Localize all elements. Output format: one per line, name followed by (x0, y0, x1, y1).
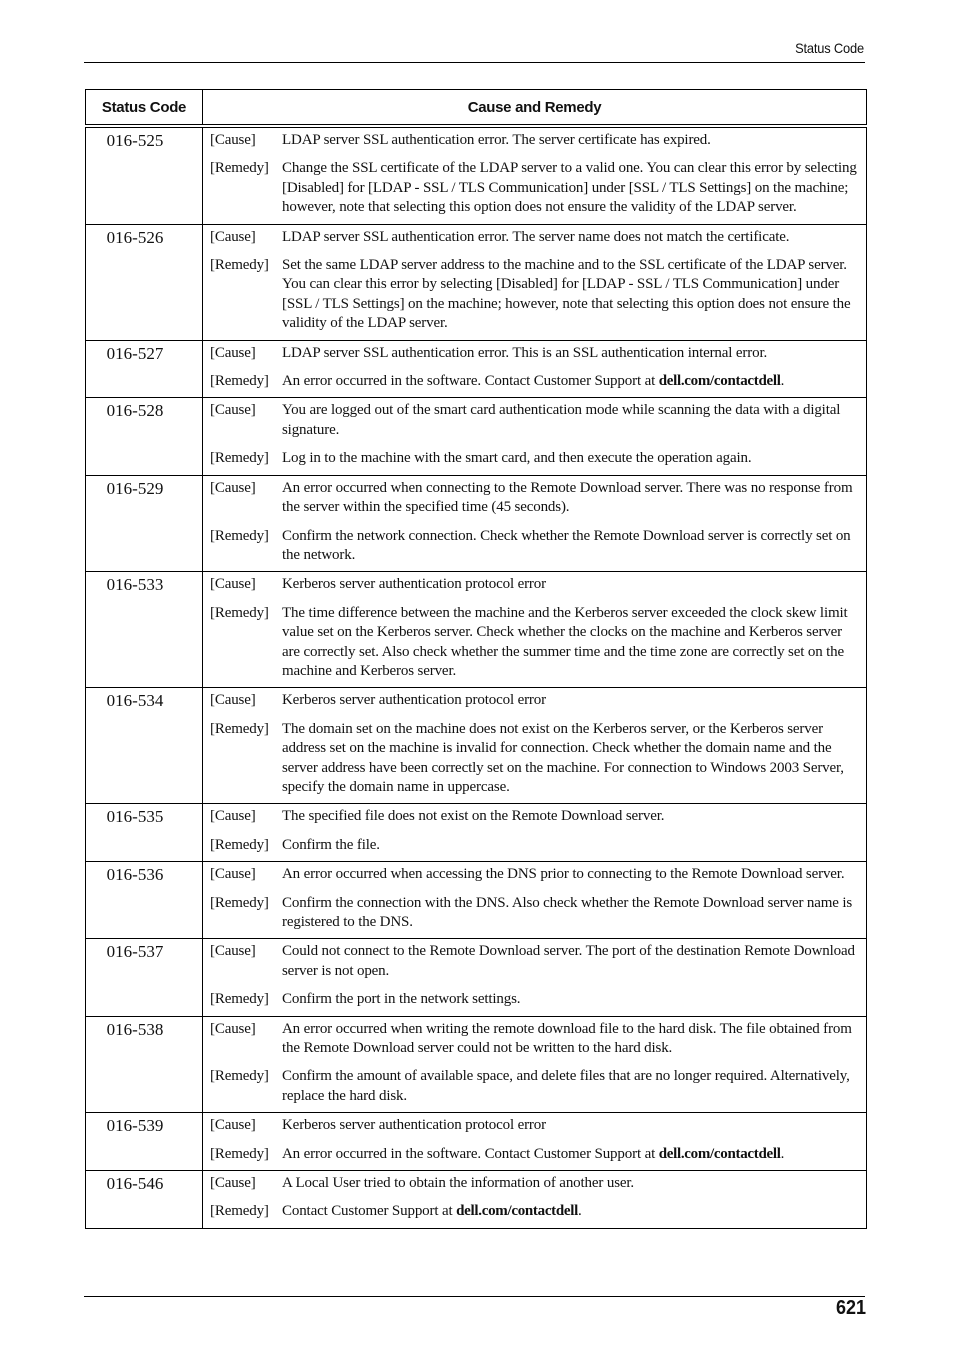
entry-label: [Cause] (210, 344, 256, 361)
cause-remedy-cell (203, 398, 867, 475)
remedy-entry (210, 604, 860, 682)
entry-label: [Remedy] (210, 1203, 269, 1220)
entry-text-container (282, 942, 860, 981)
status-code: 016-534 (86, 688, 203, 804)
cause-remedy-cell (203, 340, 867, 398)
cause-entry (210, 131, 860, 150)
table-row (86, 126, 867, 224)
status-code: 016-536 (86, 862, 203, 939)
entry-text-container (282, 159, 860, 217)
entry-text: Confirm the connection with the DNS. Also check whether the Remote Download server name is registered to the DNS. (282, 894, 853, 930)
cause-remedy-cell (203, 862, 867, 939)
entry-text-container (282, 479, 860, 518)
cause-remedy-cell (203, 126, 867, 224)
cause-entry (210, 807, 860, 826)
entry-label: [Cause] (210, 1175, 256, 1192)
entry-label: [Remedy] (210, 257, 269, 274)
entry-label: [Cause] (210, 402, 256, 419)
table-body (86, 126, 867, 1228)
remedy-entry (210, 1202, 860, 1221)
entry-text-container (282, 1020, 860, 1059)
entry-text-container (282, 131, 860, 150)
entry-text: Log in to the machine with the smart card, and then execute the operation again. (282, 450, 752, 467)
entry-text-container (282, 372, 860, 391)
entry-label: [Cause] (210, 228, 256, 245)
table-row (86, 939, 867, 1016)
table-row (86, 1113, 867, 1171)
entry-label: [Cause] (210, 1020, 256, 1037)
entry-text: Kerberos server authentication protocol error (282, 576, 546, 593)
entry-text: Confirm the port in the network settings. (282, 991, 521, 1008)
entry-text: LDAP server SSL authentication error. The server certificate has expired. (282, 132, 711, 148)
entry-text: The domain set on the machine does not exist on the Kerberos server, or the Kerberos server address set on the machine is invalid for connection. Check whether the domain name and the server address have been correctly set on the machine. For connection to Windows 2003 Server, specify the domain name in uppercase. (282, 720, 844, 795)
cause-remedy-cell (203, 475, 867, 572)
entry-text: Kerberos server authentication protocol error (282, 1117, 546, 1134)
entry-label: [Remedy] (210, 894, 269, 911)
remedy-entry (210, 449, 860, 468)
entry-text-container (282, 449, 860, 468)
entry-text: Confirm the network connection. Check whether the Remote Download server is correctly set on the network. (282, 527, 851, 563)
remedy-entry (210, 720, 860, 798)
entry-text-container (282, 865, 860, 884)
entry-text: Kerberos server authentication protocol error (282, 692, 546, 709)
cause-entry (210, 401, 860, 440)
status-code: 016-528 (86, 398, 203, 475)
entry-text-container (282, 1116, 860, 1135)
table-row (86, 1171, 867, 1229)
entry-text: An error occurred when accessing the DNS prior to connecting to the Remote Download server. (282, 866, 845, 883)
entry-text-container (282, 1145, 860, 1164)
entry-text: Confirm the file. (282, 836, 380, 853)
header-rule (84, 62, 865, 63)
table-row (86, 572, 867, 688)
entry-label: [Cause] (210, 576, 256, 593)
table-row (86, 224, 867, 340)
footer-rule (84, 1296, 865, 1297)
remedy-entry (210, 159, 860, 217)
cause-entry (210, 1174, 860, 1193)
contact-link[interactable]: dell.com/contactdell (456, 1203, 579, 1220)
remedy-entry (210, 1145, 860, 1164)
entry-text-container (282, 720, 860, 798)
entry-text: The time difference between the machine and the Kerberos server exceeded the clock skew limit value set on the Kerberos server. Check whether the clocks on the machine and Kerberos server are correctly set. Also check whether the summer time and the time zone are correctly set on the machine and Kerberos server. (282, 604, 848, 679)
column-header-status-code: Status Code (86, 90, 203, 127)
entry-text-container (282, 228, 860, 247)
status-code: 016-535 (86, 804, 203, 862)
entry-text-container (282, 691, 860, 710)
entry-label: [Remedy] (210, 373, 269, 390)
cause-remedy-cell (203, 1113, 867, 1171)
status-code: 016-537 (86, 939, 203, 1016)
entry-label: [Cause] (210, 1117, 256, 1134)
cause-remedy-cell (203, 1171, 867, 1229)
table-row (86, 1016, 867, 1113)
entry-label: [Remedy] (210, 527, 269, 544)
remedy-entry (210, 836, 860, 855)
entry-label: [Cause] (210, 808, 256, 825)
entry-label: [Remedy] (210, 450, 269, 467)
entry-text-suffix: . (780, 373, 785, 390)
table-row (86, 804, 867, 862)
entry-text-container (282, 344, 860, 363)
table-row (86, 475, 867, 572)
cause-remedy-cell (203, 224, 867, 340)
entry-text-container (282, 1067, 860, 1106)
status-code: 016-525 (86, 126, 203, 224)
cause-entry (210, 691, 860, 710)
entry-text: A Local User tried to obtain the information of another user. (282, 1175, 635, 1192)
status-code: 016-538 (86, 1016, 203, 1113)
cause-entry (210, 1116, 860, 1135)
entry-text-suffix: . (578, 1203, 582, 1220)
status-code-table (85, 89, 867, 1229)
entry-text-container (282, 990, 860, 1009)
entry-text: An error occurred when writing the remote download file to the hard disk. The file obtained from the Remote Download server could not be written to the hard disk. (282, 1020, 852, 1057)
cause-entry (210, 344, 860, 363)
entry-label: [Remedy] (210, 160, 269, 177)
page-number: 621 (835, 1297, 866, 1319)
cause-entry (210, 942, 860, 981)
remedy-entry (210, 894, 860, 933)
status-code: 016-526 (86, 224, 203, 340)
entry-text: LDAP server SSL authentication error. The server name does not match the certificate. (282, 228, 790, 245)
entry-text-container (282, 575, 860, 594)
entry-label: [Remedy] (210, 720, 269, 737)
table-row (86, 688, 867, 804)
table-row (86, 862, 867, 939)
entry-text: You are logged out of the smart card authentication mode while scanning the data with a digital signature. (282, 402, 841, 438)
entry-label: [Remedy] (210, 991, 269, 1008)
entry-text: An error occurred in the software. Contact Customer Support at (282, 1145, 659, 1162)
entry-text-suffix: . (780, 1145, 785, 1162)
entry-text: Could not connect to the Remote Download server. The port of the destination Remote Download server is not open. (282, 943, 855, 979)
status-code: 016-539 (86, 1113, 203, 1171)
remedy-entry (210, 527, 860, 566)
cause-remedy-cell (203, 939, 867, 1016)
table-header-row (86, 90, 867, 127)
cause-entry (210, 1020, 860, 1059)
entry-text-container (282, 894, 860, 933)
entry-text-container (282, 836, 860, 855)
entry-label: [Remedy] (210, 1145, 269, 1162)
contact-link[interactable]: dell.com/contactdell (658, 373, 781, 390)
entry-label: [Cause] (210, 692, 256, 709)
status-code: 016-529 (86, 475, 203, 572)
cause-remedy-cell (203, 688, 867, 804)
entry-label: [Cause] (210, 943, 256, 960)
entry-text: Change the SSL certificate of the LDAP server to a valid one. You can clear this error by selecting [Disabled] for [LDAP - SSL / TLS Communication] under [SSL / TLS Settings] on the machine; however, note that selecting this option does not ensure the validity of the LDAP server. (282, 160, 857, 216)
table-row (86, 398, 867, 475)
entry-label: [Remedy] (210, 1068, 269, 1085)
remedy-entry (210, 1067, 860, 1106)
entry-label: [Cause] (210, 866, 256, 883)
cause-entry (210, 228, 860, 247)
remedy-entry (210, 372, 860, 391)
entry-text-container (282, 604, 860, 682)
entry-label: [Cause] (210, 132, 256, 148)
contact-link[interactable]: dell.com/contactdell (658, 1145, 781, 1162)
cause-entry (210, 865, 860, 884)
remedy-entry (210, 990, 860, 1009)
entry-text-container (282, 527, 860, 566)
entry-text-container (282, 256, 860, 334)
entry-text: The specified file does not exist on the Remote Download server. (282, 808, 665, 825)
entry-text-container (282, 1174, 860, 1193)
status-code: 016-546 (86, 1171, 203, 1229)
entry-text-container (282, 401, 860, 440)
entry-text-container (282, 1202, 860, 1221)
remedy-entry (210, 256, 860, 334)
cause-entry (210, 479, 860, 518)
running-header: Status Code (795, 40, 864, 56)
cause-entry (210, 575, 860, 594)
entry-label: [Remedy] (210, 836, 269, 853)
status-code: 016-527 (86, 340, 203, 398)
entry-text: Set the same LDAP server address to the machine and to the SSL certificate of the LDAP server. You can clear this error by selecting [Disabled] for [LDAP - SSL / TLS Communication] under [SSL / TLS Settings] on the machine; however, note that selecting this option does not ensure the validity of the LDAP server. (282, 257, 851, 332)
status-code: 016-533 (86, 572, 203, 688)
entry-label: [Cause] (210, 479, 256, 496)
cause-remedy-cell (203, 572, 867, 688)
entry-text: An error occurred in the software. Contact Customer Support at (282, 373, 659, 390)
entry-text: Contact Customer Support at (282, 1203, 457, 1220)
entry-text: Confirm the amount of available space, and delete files that are no longer required. Alternatively, replace the hard disk. (282, 1068, 850, 1104)
entry-label: [Remedy] (210, 604, 269, 621)
cause-remedy-cell (203, 804, 867, 862)
entry-text: LDAP server SSL authentication error. This is an SSL authentication internal error. (282, 344, 768, 361)
entry-text: An error occurred when connecting to the Remote Download server. There was no response from the server within the specified time (45 seconds). (282, 479, 853, 516)
cause-remedy-cell (203, 1016, 867, 1113)
entry-text-container (282, 807, 860, 826)
column-header-cause-remedy: Cause and Remedy (203, 90, 867, 127)
table-row (86, 340, 867, 398)
